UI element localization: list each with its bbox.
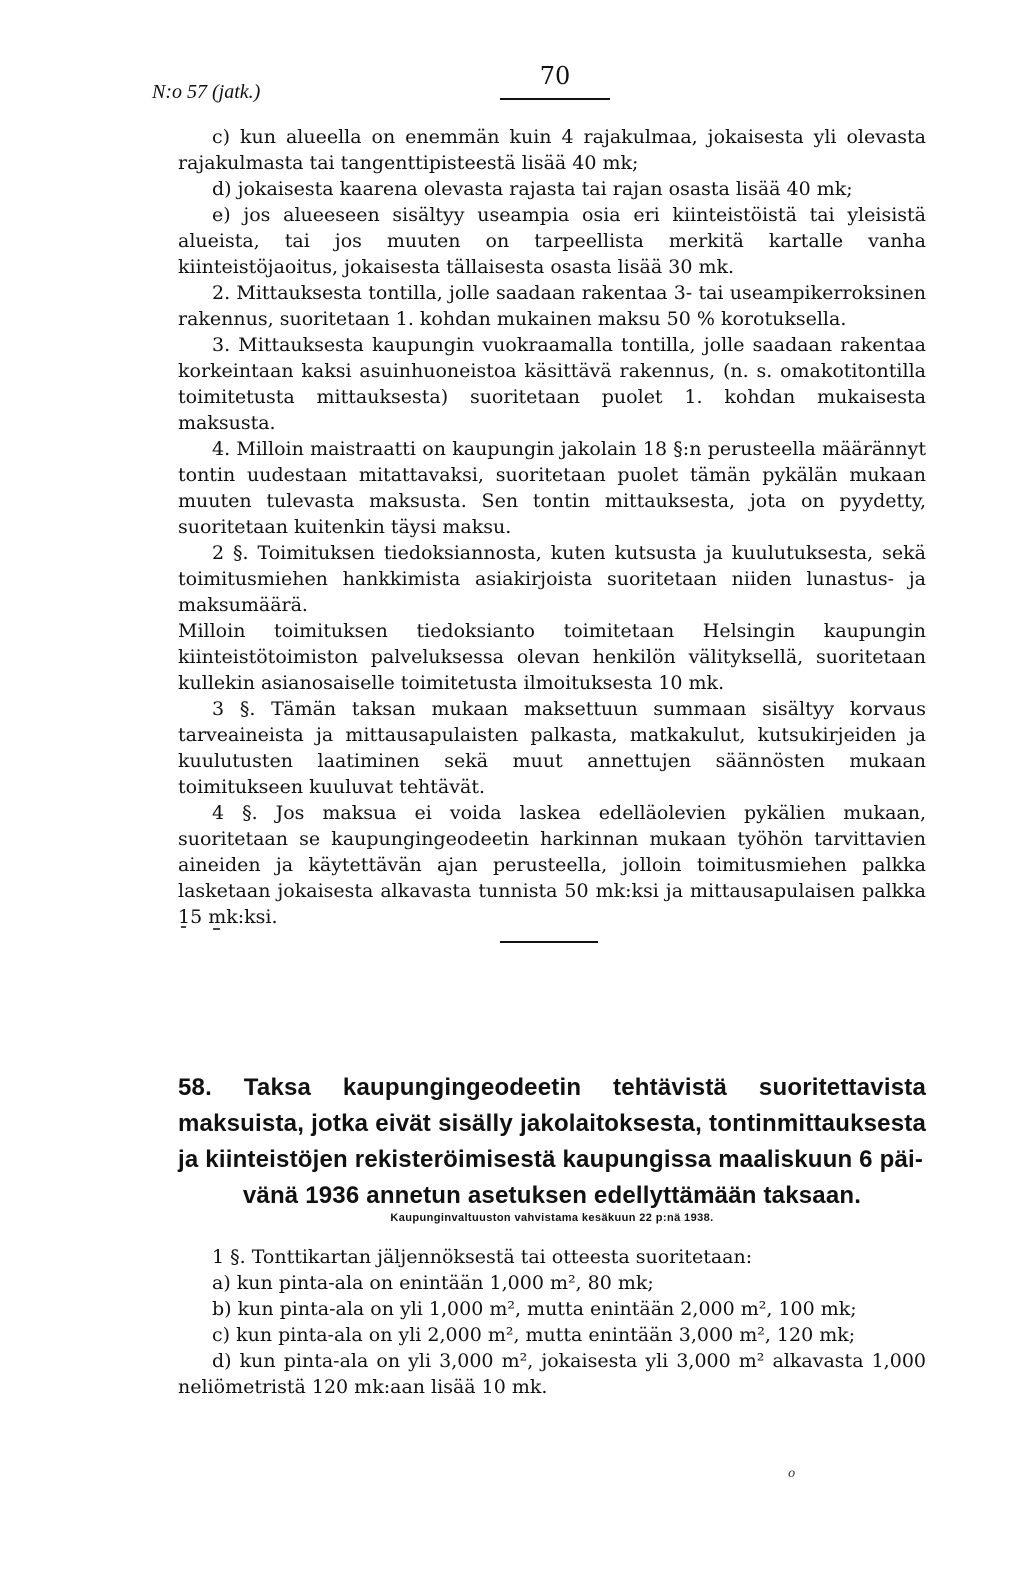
paragraph-c: c) kun alueella on enemmän kuin 4 rajakulmaa, jokaisesta yli olevasta rajakulmasta tai tangenttipisteestä lisää 40 mk; — [178, 126, 926, 174]
paragraph-item-d: d) kun pinta-ala on yli 3,000 m², jokaisesta yli 3,000 m² alkavasta 1,000 neliömetristä 120 mk:aan lisää 10 mk. — [178, 1350, 926, 1398]
paragraph-2: 2. Mittauksesta tontilla, jolle saadaan rakentaa 3- tai useampikerroksinen rakennus, suoritetaan 1. kohdan mukainen maksu 50 % korotuksella. — [178, 282, 926, 330]
page-number: 70 — [539, 62, 571, 90]
section-heading-last-line: vänä 1936 annetun asetuksen edellyttämään taksaan. — [242, 1182, 862, 1209]
paragraph-item-a: a) kun pinta-ala on enintään 1,000 m², 80 mk; — [212, 1272, 654, 1294]
paragraph-item-b: b) kun pinta-ala on yli 1,000 m², mutta enintään 2,000 m², 100 mk; — [212, 1298, 857, 1320]
page-number-rule — [500, 98, 610, 100]
section-body-text — [178, 1244, 926, 1400]
paragraph-4: 4. Milloin maistraatti on kaupungin jakolain 18 §:n perusteella määrännyt tontin uudestaan mitattavaksi, suoritetaan puolet tämän pykälän mukaan muuten tulevasta maksusta. Sen tontin mittauksesta, jota on pyydetty, suoritetaan kuitenkin täysi maksu. — [178, 438, 926, 538]
paragraph-item-c: c) kun pinta-ala on yli 2,000 m², mutta enintään 3,000 m², 120 mk; — [212, 1324, 856, 1346]
continued-label: N:o 57 (jatk.) — [152, 81, 261, 103]
paragraph-section-2-cont: Milloin toimituksen tiedoksianto toimitetaan Helsingin kaupungin kiinteistötoimiston palveluksessa olevan henkilön välityksellä, suoritetaan kullekin asianosaiselle toimitetusta ilmoituksesta 10 mk. — [178, 620, 926, 694]
section-heading — [178, 1070, 926, 1214]
page-header — [0, 56, 1024, 106]
stray-dash — [213, 928, 220, 930]
paragraph-d: d) jokaisesta kaarena olevasta rajasta tai rajan osasta lisää 40 mk; — [212, 178, 853, 200]
paragraph-section-3: 3 §. Tämän taksan mukaan maksettuun summaan sisältyy korvaus tarveaineista ja mittausapulaisten palkasta, matkakulut, kutsukirjeiden ja kuulutusten laatiminen sekä muut annettujen säännösten mukaan toimitukseen kuuluvat tehtävät. — [178, 698, 926, 798]
ordinance-note: Kaupunginvaltuuston vahvistama kesäkuun 22 p:nä 1938. — [390, 1212, 714, 1224]
paragraph-section-1: 1 §. Tonttikartan jäljennöksestä tai otteesta suoritetaan: — [212, 1246, 753, 1268]
section-divider — [500, 941, 598, 943]
stray-dash — [181, 926, 186, 928]
body-text — [178, 124, 926, 930]
paragraph-3: 3. Mittauksesta kaupungin vuokraamalla tontilla, jolle saadaan rakentaa korkeintaan kaksi asuinhuoneistoa käsittävä rakennus, (n. s. omakotitontilla toimitetusta mittauksesta) suoritetaan puolet 1. kohdan mukaisesta maksusta. — [178, 334, 926, 434]
section-heading-main: 58. Taksa kaupungingeodeetin tehtävistä suoritettavista maksuista, jotka eivät sisälly jakolaitoksesta, tontinmittauksesta ja kiinteistöjen rekisteröimisestä kaupungissa maaliskuun 6 päi- — [178, 1074, 926, 1173]
paragraph-section-4: 4 §. Jos maksua ei voida laskea edelläolevien pykälien mukaan, suoritetaan se kaupungingeodeetin harkinnan mukaan työhön tarvittavien aineiden ja käytettävän ajan perusteella, jolloin toimitusmiehen palkka lasketaan jokaisesta alkavasta tunnista 50 mk:ksi ja mittausapulaisen palkka 15 mk:ksi. — [178, 802, 926, 928]
stray-mark: o — [788, 1466, 796, 1480]
paragraph-section-2: 2 §. Toimituksen tiedoksiannosta, kuten kutsusta ja kuulutuksesta, sekä toimitusmiehen hankkimista asiakirjoista suoritetaan niiden lunastus- ja maksumäärä. — [178, 542, 926, 616]
paragraph-e: e) jos alueeseen sisältyy useampia osia eri kiinteistöistä tai yleisistä alueista, tai jos muuten on tarpeellista merkitä kartalle vanha kiinteistöjaoitus, jokaisesta tällaisesta osasta lisää 30 mk. — [178, 204, 926, 278]
